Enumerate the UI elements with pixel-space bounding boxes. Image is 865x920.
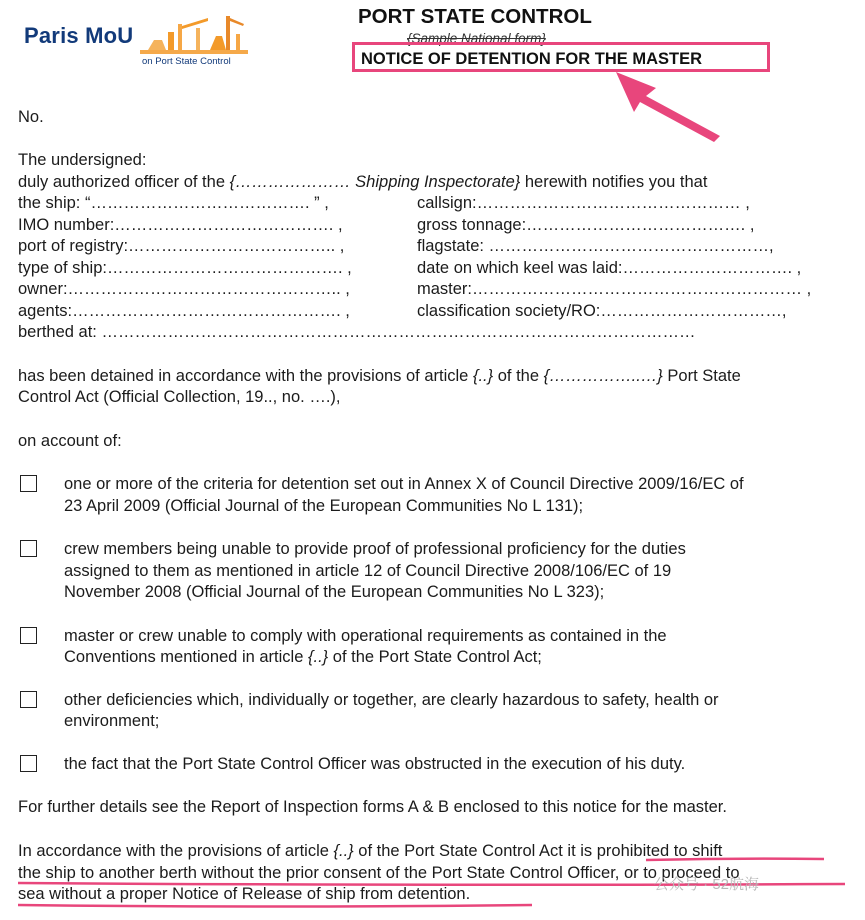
field-berthed-at: berthed at: ………………………………………………………………………………………………	[18, 323, 696, 341]
prohibition-line1: In accordance with the provisions of article {..} of the Port State Control Act it is prohibited to shift	[18, 842, 723, 860]
field-owner: owner:………………………………………….. ,	[18, 280, 350, 298]
field-flagstate: flagstate: ……………………………………………,	[417, 237, 774, 255]
reason-4-line1: other deficiencies which, individually or together, are clearly hazardous to safety, health or	[64, 691, 719, 709]
further-details-note: For further details see the Report of Inspection forms A & B enclosed to this notice for the master.	[18, 798, 727, 816]
reason-2-line1: crew members being unable to provide proof of professional proficiency for the duties	[64, 540, 686, 558]
reason-5-line1: the fact that the Port State Control Officer was obstructed in the execution of his duty.	[64, 755, 686, 773]
reason-4-line2: environment;	[64, 712, 160, 730]
reason-2-line2: assigned to them as mentioned in article 12 of Council Directive 2008/106/EC of 19	[64, 562, 672, 580]
field-type-of-ship: type of ship:……………………………………. ,	[18, 259, 352, 277]
field-classification-society: classification society/RO:……………………………,	[417, 302, 787, 320]
field-callsign: callsign:………………………………………… ,	[417, 194, 750, 212]
detention-statement-line1: has been detained in accordance with the provisions of article {..} of the {……………..…} Port State	[18, 367, 741, 385]
reason-3-line1: master or crew unable to comply with operational requirements as contained in the	[64, 627, 667, 645]
field-master: master:…………………………………………………… ,	[417, 280, 812, 298]
field-port-of-registry: port of registry:……………………………….. ,	[18, 237, 345, 255]
detention-statement-line2: Control Act (Official Collection, 19.., no. ….),	[18, 388, 341, 406]
reason-1-line2: 23 April 2009 (Official Journal of the European Communities No L 131);	[64, 497, 584, 515]
prohibition-line3: sea without a proper Notice of Release of ship from detention.	[18, 885, 471, 903]
on-account-label: on account of:	[18, 432, 122, 450]
reason-3-line2: Conventions mentioned in article {..} of the Port State Control Act;	[64, 648, 542, 666]
form-number: No.	[18, 108, 44, 126]
field-imo-number: IMO number:…………………………………. ,	[18, 216, 343, 234]
reason-2-line3: November 2008 (Official Journal of the European Communities No L 323);	[64, 583, 605, 601]
undersigned-label: The undersigned:	[18, 151, 147, 169]
prohibition-line2: the ship to another berth without the prior consent of the Port State Control Officer, or to proceed to	[18, 864, 740, 882]
logo-text: Paris MoU	[24, 23, 134, 48]
field-ship: the ship: “…………………………………. ” ,	[18, 194, 329, 212]
officer-line: duly authorized officer of the {………………… Shipping Inspectorate} herewith notifies you that	[18, 173, 708, 191]
logo-subtext: on Port State Control	[142, 56, 231, 67]
field-keel-date: date on which keel was laid:…………………………. ,	[417, 259, 802, 277]
field-gross-tonnage: gross tonnage:…………………………………. ,	[417, 216, 755, 234]
field-agents: agents:…………………………………………. ,	[18, 302, 350, 320]
watermark: 公众号 · 52航海	[654, 876, 760, 893]
reason-1-line1: one or more of the criteria for detention set out in Annex X of Council Directive 2009/16/EC of	[64, 475, 744, 493]
notice-title: NOTICE OF DETENTION FOR THE MASTER	[361, 50, 702, 68]
sample-form-note: {Sample National form}	[407, 31, 546, 46]
page-title: PORT STATE CONTROL	[358, 5, 592, 28]
